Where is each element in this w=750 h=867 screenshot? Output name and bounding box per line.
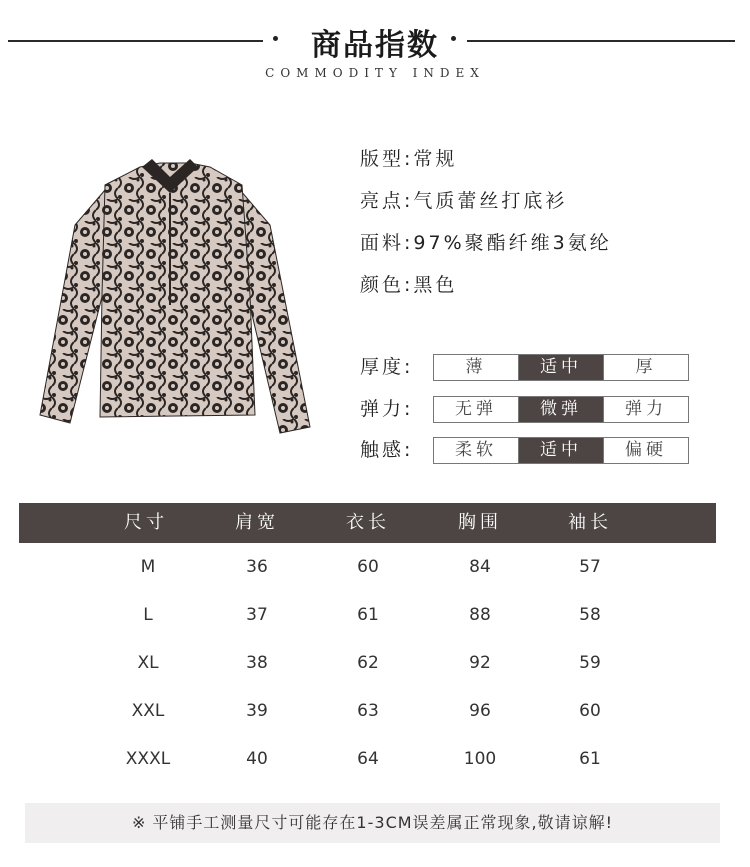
measurement-note: ※ 平铺手工测量尺寸可能存在1-3CM误差属正常现象,敬请谅解! xyxy=(25,803,720,843)
attr-option: 厚 xyxy=(603,355,688,380)
table-row xyxy=(19,543,716,591)
cell-size: XL xyxy=(137,653,159,673)
size-table-header xyxy=(19,503,716,543)
cell-chest: 96 xyxy=(469,701,491,721)
col-header-chest: 胸围 xyxy=(458,512,502,533)
col-header-sleeve: 袖长 xyxy=(568,512,612,533)
attr-option: 偏硬 xyxy=(603,438,688,463)
attr-option-selected: 微弹 xyxy=(518,397,603,422)
cell-length: 64 xyxy=(357,749,379,769)
section-subtitle: COMMODITY INDEX xyxy=(265,66,485,80)
spec-fabric: 面料:97%聚酯纤维3氨纶 xyxy=(360,232,612,254)
header-dot-right xyxy=(451,36,456,41)
spec-color: 颜色:黑色 xyxy=(360,274,458,296)
col-header-length: 衣长 xyxy=(346,512,390,533)
attr-option: 弹力 xyxy=(603,397,688,422)
cell-sleeve: 60 xyxy=(579,701,601,721)
cell-length: 63 xyxy=(357,701,379,721)
attr-option: 薄 xyxy=(465,357,487,377)
attr-option-selected: 适中 xyxy=(518,438,603,463)
attr-options xyxy=(433,396,689,423)
table-row xyxy=(19,735,716,783)
cell-chest: 100 xyxy=(463,749,497,769)
spec-list xyxy=(360,145,612,313)
cell-shoulder: 38 xyxy=(246,653,268,673)
attr-label: 厚度: xyxy=(360,356,414,378)
col-header-size: 尺寸 xyxy=(124,512,168,533)
cell-chest: 92 xyxy=(469,653,491,673)
cell-length: 62 xyxy=(357,653,379,673)
col-header-shoulder: 肩宽 xyxy=(235,512,279,533)
product-image xyxy=(30,155,315,440)
attr-label: 触感: xyxy=(360,439,414,461)
cell-size: XXXL xyxy=(125,749,171,769)
section-title: 商品指数 xyxy=(311,28,439,63)
cell-length: 61 xyxy=(357,605,379,625)
header-line-right xyxy=(467,40,735,42)
cell-size: L xyxy=(143,605,153,625)
cell-sleeve: 58 xyxy=(579,605,601,625)
cell-shoulder: 39 xyxy=(246,701,268,721)
cell-size: XXL xyxy=(131,701,165,721)
cell-chest: 88 xyxy=(469,605,491,625)
table-row xyxy=(19,639,716,687)
spec-fit: 版型:常规 xyxy=(360,148,458,170)
attr-option: 柔软 xyxy=(455,440,497,460)
spec-highlight: 亮点:气质蕾丝打底衫 xyxy=(360,190,568,212)
cell-size: M xyxy=(140,557,156,577)
table-row xyxy=(19,591,716,639)
cell-chest: 84 xyxy=(469,557,491,577)
cell-sleeve: 59 xyxy=(579,653,601,673)
cell-sleeve: 57 xyxy=(579,557,601,577)
attr-label: 弹力: xyxy=(360,398,414,420)
table-row xyxy=(19,687,716,735)
cell-shoulder: 36 xyxy=(246,557,268,577)
attr-option-selected: 适中 xyxy=(518,355,603,380)
cell-shoulder: 40 xyxy=(246,749,268,769)
attr-option: 无弹 xyxy=(455,399,497,419)
attr-options xyxy=(433,354,689,381)
attr-options xyxy=(433,437,689,464)
cell-sleeve: 61 xyxy=(579,749,601,769)
cell-length: 60 xyxy=(357,557,379,577)
cell-shoulder: 37 xyxy=(246,605,268,625)
